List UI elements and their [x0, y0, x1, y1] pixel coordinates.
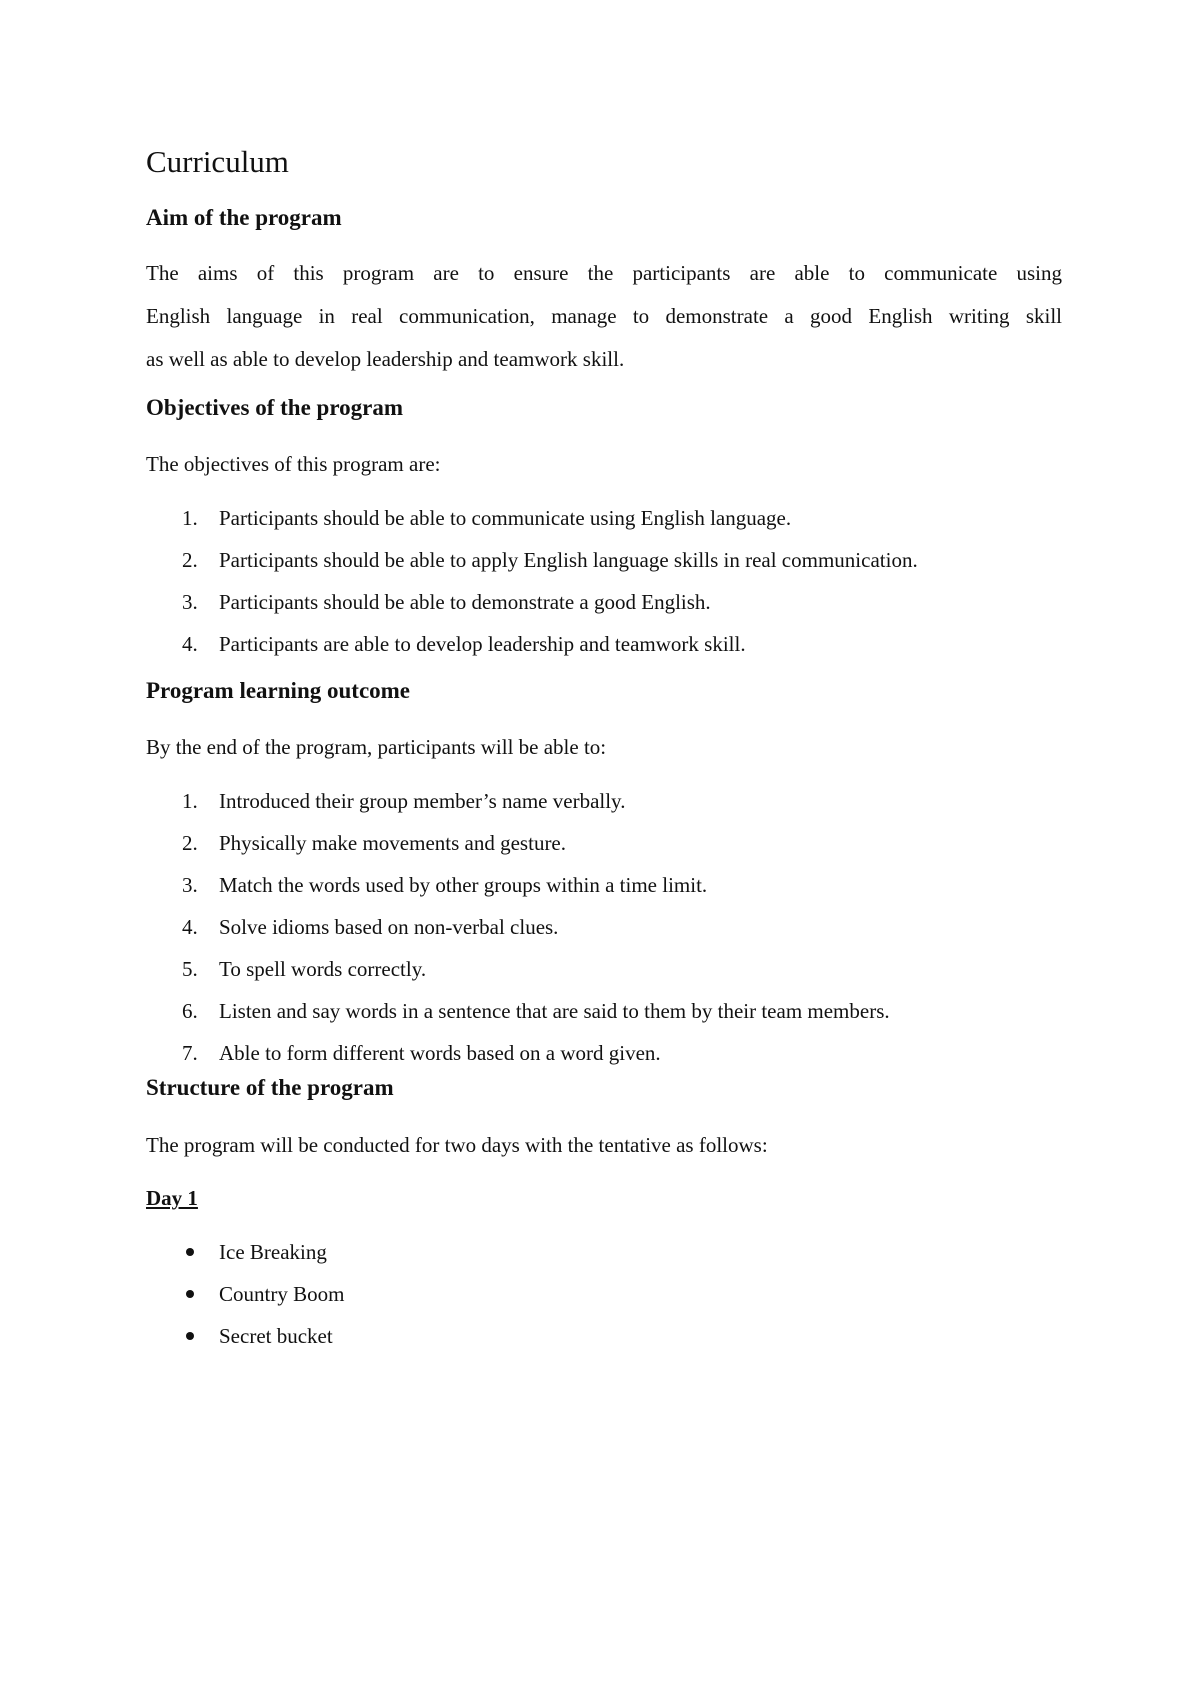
list-marker: 4.: [182, 915, 198, 939]
list-item: [146, 629, 1062, 671]
list-marker: 4.: [182, 632, 198, 656]
structure-intro: The program will be conducted for two days with the tentative as follows:: [146, 1133, 768, 1157]
outcome-list: [146, 786, 1062, 1080]
bullet-icon: [186, 1332, 194, 1340]
objectives-intro: The objectives of this program are:: [146, 452, 441, 476]
list-item: [146, 1321, 1062, 1363]
list-item-text: Country Boom: [219, 1282, 345, 1306]
list-item: [146, 954, 1062, 996]
list-item-text: Ice Breaking: [219, 1240, 327, 1264]
list-item: [146, 870, 1062, 912]
list-marker: 2.: [182, 831, 198, 855]
list-marker: 3.: [182, 873, 198, 897]
list-item: [146, 545, 1062, 587]
list-item-text: Match the words used by other groups within a time limit.: [219, 873, 708, 897]
document-title: Curriculum: [146, 144, 289, 179]
day-1-list: [146, 1237, 1062, 1363]
aim-line-2: English language in real communication, manage to demonstrate a good English writing skill: [146, 304, 1062, 328]
list-item: [146, 1279, 1062, 1321]
list-item-text: Physically make movements and gesture.: [219, 831, 567, 855]
bullet-icon: [186, 1290, 194, 1298]
list-marker: 5.: [182, 957, 198, 981]
list-item: [146, 996, 1062, 1038]
aim-paragraph: [146, 258, 1062, 374]
list-marker: 7.: [182, 1041, 198, 1065]
objectives-list: [146, 503, 1062, 671]
list-item-text: Participants should be able to communicate using English language.: [219, 506, 792, 530]
list-marker: 6.: [182, 999, 198, 1023]
list-item: [146, 912, 1062, 954]
objectives-heading: Objectives of the program: [146, 395, 403, 420]
aim-heading: Aim of the program: [146, 205, 342, 230]
day-1-label: Day 1: [146, 1186, 198, 1210]
aim-line-1: The aims of this program are to ensure the participants are able to communicate using: [146, 261, 1062, 285]
list-item: [146, 828, 1062, 870]
list-item-text: Listen and say words in a sentence that are said to them by their team members.: [219, 999, 890, 1023]
list-item: [146, 503, 1062, 545]
list-item-text: Able to form different words based on a word given.: [219, 1041, 661, 1065]
list-item-text: Participants are able to develop leadership and teamwork skill.: [219, 632, 746, 656]
list-item-text: Participants should be able to demonstrate a good English.: [219, 590, 711, 614]
list-item-text: Secret bucket: [219, 1324, 333, 1348]
list-item-text: Participants should be able to apply English language skills in real communication.: [219, 548, 918, 572]
bullet-icon: [186, 1248, 194, 1256]
list-item-text: Solve idioms based on non-verbal clues.: [219, 915, 559, 939]
list-marker: 1.: [182, 789, 198, 813]
list-item-text: To spell words correctly.: [219, 957, 427, 981]
outcome-heading: Program learning outcome: [146, 678, 411, 703]
list-marker: 2.: [182, 548, 198, 572]
outcome-intro: By the end of the program, participants will be able to:: [146, 735, 607, 759]
list-item: [146, 1237, 1062, 1279]
list-item: [146, 786, 1062, 828]
list-item-text: Introduced their group member’s name verbally.: [219, 789, 626, 813]
aim-line-3: as well as able to develop leadership and teamwork skill.: [146, 347, 625, 371]
list-item: [146, 587, 1062, 629]
list-marker: 3.: [182, 590, 198, 614]
structure-heading: Structure of the program: [146, 1075, 394, 1100]
list-marker: 1.: [182, 506, 198, 530]
